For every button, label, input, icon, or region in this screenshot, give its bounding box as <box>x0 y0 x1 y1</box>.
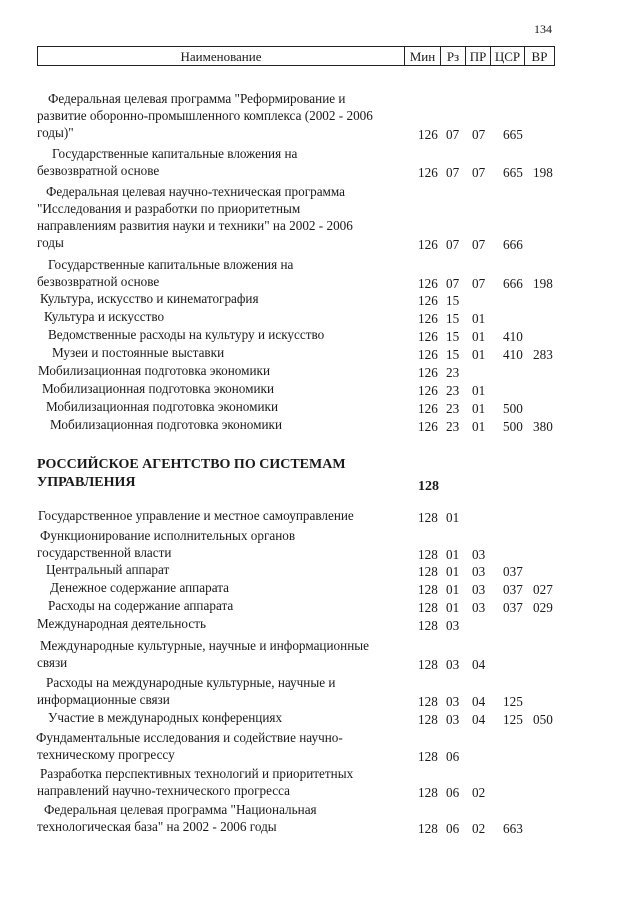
code-vr: 027 <box>533 582 553 597</box>
code-pr: 04 <box>472 657 486 672</box>
header-rz: Рз <box>440 47 465 65</box>
row-name-line: безвозвратной основе <box>37 274 160 289</box>
code-rz: 01 <box>446 547 460 562</box>
row-name-line: Мобилизационная подготовка экономики <box>50 417 283 432</box>
code-min: 128 <box>418 510 438 525</box>
code-csr: 410 <box>503 329 523 344</box>
code-rz: 03 <box>446 618 460 633</box>
code-rz: 06 <box>446 749 460 764</box>
row-name <box>37 615 206 632</box>
row-name-line: Участие в международных конференциях <box>48 710 283 725</box>
code-rz: 01 <box>446 564 460 579</box>
code-pr: 07 <box>472 237 486 252</box>
row-name-line: Культура и искусство <box>44 309 165 324</box>
row-name <box>48 326 324 343</box>
row-name-line: Федеральная целевая научно-техническая программа <box>46 184 346 199</box>
row-name-line: "Исследования и разработки по приоритетным <box>37 201 301 216</box>
row-name <box>38 362 270 379</box>
row-name <box>37 801 317 835</box>
code-csr: 500 <box>503 401 523 416</box>
code-min: 128 <box>418 712 438 727</box>
row-name-line: Государственные капитальные вложения на <box>52 146 298 161</box>
code-csr: 410 <box>503 347 523 362</box>
row-name <box>46 398 278 415</box>
row-name-line: Ведомственные расходы на культуру и искусство <box>48 327 325 342</box>
code-csr: 666 <box>503 237 523 252</box>
code-csr: 037 <box>503 600 523 615</box>
page-number: 134 <box>534 22 552 36</box>
code-csr: 665 <box>503 127 523 142</box>
code-vr: 198 <box>533 165 553 180</box>
code-min: 128 <box>418 785 438 800</box>
code-min: 128 <box>418 821 438 836</box>
code-csr: 663 <box>503 821 523 836</box>
row-name-line: Федеральная целевая программа "Реформирование и <box>48 91 346 106</box>
code-min: 128 <box>418 657 438 672</box>
code-pr: 07 <box>472 127 486 142</box>
code-rz: 06 <box>446 821 460 836</box>
header-csr: ЦСР <box>490 47 524 65</box>
code-vr: 029 <box>533 600 553 615</box>
row-name-line: связи <box>37 655 68 670</box>
code-rz: 15 <box>446 347 460 362</box>
row-name-line: Функционирование исполнительных органов <box>40 528 296 543</box>
code-pr: 04 <box>472 712 486 727</box>
code-min: 126 <box>418 329 438 344</box>
code-pr: 04 <box>472 694 486 709</box>
code-min: 128 <box>418 479 439 494</box>
row-name-line: Центральный аппарат <box>46 562 170 577</box>
code-rz: 23 <box>446 401 460 416</box>
row-name-line: годы)" <box>37 125 74 140</box>
code-pr: 03 <box>472 582 486 597</box>
code-min: 128 <box>418 600 438 615</box>
code-rz: 15 <box>446 311 460 326</box>
row-name-line: Денежное содержание аппарата <box>50 580 229 595</box>
code-rz: 03 <box>446 712 460 727</box>
row-name <box>37 183 353 251</box>
row-name <box>48 709 282 726</box>
code-pr: 01 <box>472 419 486 434</box>
row-name <box>37 90 373 141</box>
row-name <box>37 527 296 561</box>
row-name <box>37 145 298 179</box>
code-pr: 02 <box>472 785 486 800</box>
code-min: 128 <box>418 618 438 633</box>
table-header <box>37 46 555 66</box>
row-name-line: РОССИЙСКОЕ АГЕНТСТВО ПО СИСТЕМАМ <box>37 457 346 472</box>
code-csr: 037 <box>503 564 523 579</box>
row-name-line: Мобилизационная подготовка экономики <box>46 399 279 414</box>
code-min: 126 <box>418 419 438 434</box>
row-name-line: технологическая база" на 2002 - 2006 годы <box>37 819 277 834</box>
row-name-line: УПРАВЛЕНИЯ <box>37 475 136 490</box>
code-csr: 665 <box>503 165 523 180</box>
code-csr: 125 <box>503 694 523 709</box>
code-csr: 125 <box>503 712 523 727</box>
code-rz: 01 <box>446 600 460 615</box>
code-min: 126 <box>418 165 438 180</box>
row-name-line: Государственное управление и местное самоуправление <box>38 508 354 523</box>
code-min: 126 <box>418 237 438 252</box>
code-min: 128 <box>418 694 438 709</box>
row-name <box>52 344 224 361</box>
code-csr: 500 <box>503 419 523 434</box>
code-min: 126 <box>418 347 438 362</box>
code-min: 126 <box>418 401 438 416</box>
row-name-line: Музеи и постоянные выставки <box>52 345 225 360</box>
code-pr: 01 <box>472 347 486 362</box>
code-pr: 03 <box>472 547 486 562</box>
row-name <box>50 579 229 596</box>
code-rz: 06 <box>446 785 460 800</box>
header-min: Мин <box>404 47 440 65</box>
code-pr: 01 <box>472 311 486 326</box>
code-rz: 07 <box>446 237 460 252</box>
row-name-line: Государственные капитальные вложения на <box>48 257 294 272</box>
code-pr: 01 <box>472 329 486 344</box>
code-min: 128 <box>418 749 438 764</box>
code-rz: 01 <box>446 582 460 597</box>
row-name <box>37 765 354 799</box>
code-rz: 07 <box>446 276 460 291</box>
code-pr: 03 <box>472 564 486 579</box>
row-name <box>36 729 343 763</box>
row-name-line: Культура, искусство и кинематография <box>40 291 259 306</box>
row-name-line: государственной власти <box>37 545 172 560</box>
row-name <box>37 674 336 708</box>
code-min: 126 <box>418 383 438 398</box>
code-rz: 07 <box>446 165 460 180</box>
code-csr: 037 <box>503 582 523 597</box>
row-name-line: направлений научно-технического прогресса <box>37 783 290 798</box>
row-name-line: Расходы на содержание аппарата <box>48 598 234 613</box>
code-min: 128 <box>418 582 438 597</box>
row-name-line: развитие оборонно-промышленного комплекса (2002 - 2006 <box>37 108 373 123</box>
row-name <box>46 561 169 578</box>
code-min: 126 <box>418 293 438 308</box>
code-vr: 380 <box>533 419 553 434</box>
row-name-line: Мобилизационная подготовка экономики <box>38 363 271 378</box>
header-vr: ВР <box>524 47 554 65</box>
code-min: 126 <box>418 311 438 326</box>
row-name <box>42 380 274 397</box>
code-pr: 07 <box>472 165 486 180</box>
row-name-line: Фундаментальные исследования и содействие научно- <box>36 730 343 745</box>
code-pr: 03 <box>472 600 486 615</box>
row-name-line: безвозвратной основе <box>37 163 160 178</box>
code-rz: 03 <box>446 657 460 672</box>
code-min: 126 <box>418 127 438 142</box>
code-rz: 23 <box>446 419 460 434</box>
code-rz: 07 <box>446 127 460 142</box>
code-vr: 198 <box>533 276 553 291</box>
code-rz: 15 <box>446 293 460 308</box>
row-name <box>37 637 369 671</box>
code-pr: 02 <box>472 821 486 836</box>
row-name-line: годы <box>37 235 64 250</box>
row-name-line: Разработка перспективных технологий и приоритетных <box>40 766 354 781</box>
code-min: 128 <box>418 547 438 562</box>
row-name-line: информационные связи <box>37 692 170 707</box>
code-pr: 01 <box>472 383 486 398</box>
code-min: 126 <box>418 365 438 380</box>
code-rz: 15 <box>446 329 460 344</box>
header-pr: ПР <box>465 47 490 65</box>
row-name-line: Мобилизационная подготовка экономики <box>42 381 275 396</box>
code-vr: 283 <box>533 347 553 362</box>
code-rz: 01 <box>446 510 460 525</box>
row-name <box>50 416 282 433</box>
row-name <box>37 456 346 492</box>
row-name-line: техническому прогрессу <box>37 747 175 762</box>
code-pr: 07 <box>472 276 486 291</box>
code-rz: 03 <box>446 694 460 709</box>
code-pr: 01 <box>472 401 486 416</box>
row-name <box>48 597 233 614</box>
code-csr: 666 <box>503 276 523 291</box>
code-min: 126 <box>418 276 438 291</box>
row-name <box>40 290 259 307</box>
row-name <box>44 308 164 325</box>
row-name-line: направлениям развития науки и техники" на 2002 - 2006 <box>37 218 353 233</box>
code-rz: 23 <box>446 365 460 380</box>
code-vr: 050 <box>533 712 553 727</box>
row-name-line: Расходы на международные культурные, научные и <box>46 675 336 690</box>
header-name: Наименование <box>180 48 262 64</box>
row-name <box>37 256 294 290</box>
row-name-line: Федеральная целевая программа "Национальная <box>44 802 317 817</box>
row-name-line: Международные культурные, научные и информационные <box>40 638 369 653</box>
row-name-line: Международная деятельность <box>37 616 206 631</box>
code-min: 128 <box>418 564 438 579</box>
row-name <box>38 507 354 524</box>
code-rz: 23 <box>446 383 460 398</box>
